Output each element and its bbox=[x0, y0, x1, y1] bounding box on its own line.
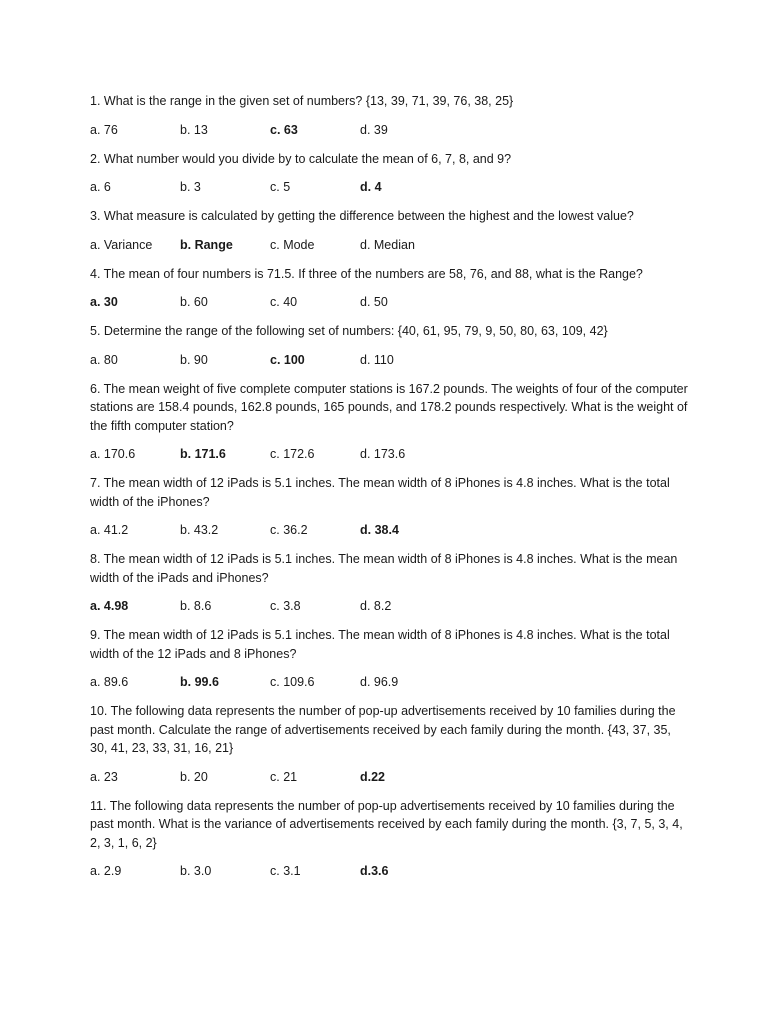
choice-b: b. 90 bbox=[180, 352, 208, 367]
answer-choices bbox=[90, 673, 690, 691]
answer-choices bbox=[90, 597, 690, 615]
question-7 bbox=[90, 474, 690, 539]
choice-c: c. 109.6 bbox=[270, 675, 315, 689]
choice-d: d. 110 bbox=[360, 352, 394, 367]
choice-a: a. 41.2 bbox=[90, 523, 129, 537]
worksheet-page bbox=[90, 92, 690, 891]
choice-d: d. 4 bbox=[360, 180, 382, 194]
question-4 bbox=[90, 265, 690, 312]
choice-a: a. Variance bbox=[90, 237, 153, 252]
choice-b: b. 99.6 bbox=[180, 675, 219, 689]
choice-a: a. 2.9 bbox=[90, 864, 122, 878]
choice-a: a. 80 bbox=[90, 352, 118, 367]
answer-choices bbox=[90, 178, 690, 196]
choice-c: c. 172.6 bbox=[270, 447, 315, 461]
question-2 bbox=[90, 150, 690, 197]
choice-a: a. 76 bbox=[90, 122, 118, 137]
choice-b: b. 13 bbox=[180, 122, 208, 137]
question-text: 1. What is the range in the given set of numbers? {13, 39, 71, 39, 76, 38, 25} bbox=[90, 94, 514, 108]
choice-c: c. 5 bbox=[270, 180, 291, 194]
question-6 bbox=[90, 380, 690, 464]
question-5 bbox=[90, 322, 690, 369]
question-11 bbox=[90, 797, 690, 881]
choice-d: d. Median bbox=[360, 237, 415, 252]
choice-d: d. 39 bbox=[360, 122, 388, 137]
question-1 bbox=[90, 92, 690, 139]
choice-b: b. 3 bbox=[180, 180, 201, 194]
choice-c: c. 63 bbox=[270, 122, 298, 137]
choice-a: a. 170.6 bbox=[90, 447, 136, 461]
choice-d: d. 8.2 bbox=[360, 599, 392, 613]
question-text: 11. The following data represents the number of pop-up advertisements received by 10 families during the past month. What is the variance of advertisements received by each family during the month. {3, 7, 5, 3, 4, 2, 3, 1, 6, 2} bbox=[90, 798, 683, 850]
choice-a: a. 89.6 bbox=[90, 675, 129, 689]
question-text: 5. Determine the range of the following set of numbers: {40, 61, 95, 79, 9, 50, 80, 63, 109, 42} bbox=[90, 324, 608, 338]
question-10 bbox=[90, 702, 690, 786]
choice-d: d. 96.9 bbox=[360, 675, 399, 689]
answer-choices bbox=[90, 351, 690, 369]
question-text: 3. What measure is calculated by getting the difference between the highest and the lowest value? bbox=[90, 209, 634, 223]
choice-a: a. 6 bbox=[90, 180, 111, 194]
choice-c: c. 3.1 bbox=[270, 864, 301, 878]
answer-choices bbox=[90, 236, 690, 254]
question-text: 7. The mean width of 12 iPads is 5.1 inches. The mean width of 8 iPhones is 4.8 inches. What is the total width of the iPhones? bbox=[90, 476, 670, 509]
question-text: 2. What number would you divide by to calculate the mean of 6, 7, 8, and 9? bbox=[90, 151, 512, 166]
choice-c: c. Mode bbox=[270, 237, 315, 252]
answer-choices bbox=[90, 521, 690, 539]
choice-a: a. 23 bbox=[90, 769, 118, 784]
question-text: 6. The mean weight of five complete computer stations is 167.2 pounds. The weights of four of the computer stations are 158.4 pounds, 162.8 pounds, 165 pounds, and 178.2 pounds respectively. What is the weight of the fifth computer station? bbox=[90, 381, 688, 433]
choice-c: c. 3.8 bbox=[270, 599, 301, 613]
choice-b: b. 8.6 bbox=[180, 599, 212, 613]
question-text: 9. The mean width of 12 iPads is 5.1 inches. The mean width of 8 iPhones is 4.8 inches. What is the total width of the 12 iPads and 8 iPhones? bbox=[90, 628, 670, 661]
answer-choices bbox=[90, 293, 690, 311]
answer-choices bbox=[90, 121, 690, 139]
question-3 bbox=[90, 207, 690, 254]
answer-choices bbox=[90, 445, 690, 463]
choice-c: c. 40 bbox=[270, 295, 298, 309]
question-text: 4. The mean of four numbers is 71.5. If three of the numbers are 58, 76, and 88, what is the Range? bbox=[90, 266, 643, 281]
choice-c: c. 36.2 bbox=[270, 523, 308, 537]
choice-a: a. 4.98 bbox=[90, 599, 129, 613]
choice-b: b. 171.6 bbox=[180, 447, 226, 461]
choice-d: d. 173.6 bbox=[360, 447, 406, 461]
question-9 bbox=[90, 626, 690, 691]
choice-a: a. 30 bbox=[90, 295, 118, 309]
choice-d: d. 50 bbox=[360, 295, 388, 309]
question-text: 8. The mean width of 12 iPads is 5.1 inches. The mean width of 8 iPhones is 4.8 inches. What is the mean width of the iPads and iPhones? bbox=[90, 552, 678, 585]
answer-choices bbox=[90, 768, 690, 786]
answer-choices bbox=[90, 862, 690, 880]
choice-c: c. 21 bbox=[270, 769, 298, 784]
choice-b: b. 20 bbox=[180, 769, 208, 784]
question-8 bbox=[90, 550, 690, 615]
choice-d: d.22 bbox=[360, 769, 386, 784]
choice-d: d. 38.4 bbox=[360, 523, 399, 537]
choice-b: b. 43.2 bbox=[180, 523, 219, 537]
choice-b: b. 3.0 bbox=[180, 864, 212, 878]
choice-c: c. 100 bbox=[270, 352, 305, 367]
choice-b: b. 60 bbox=[180, 295, 208, 309]
question-text: 10. The following data represents the number of pop-up advertisements received by 10 families during the past month. Calculate the range of advertisements received by each family during the month. {43, 37, 35, 30, 41, 23, 33, 31, 16, 21} bbox=[90, 704, 676, 755]
choice-b: b. Range bbox=[180, 237, 233, 252]
choice-d: d.3.6 bbox=[360, 864, 389, 878]
